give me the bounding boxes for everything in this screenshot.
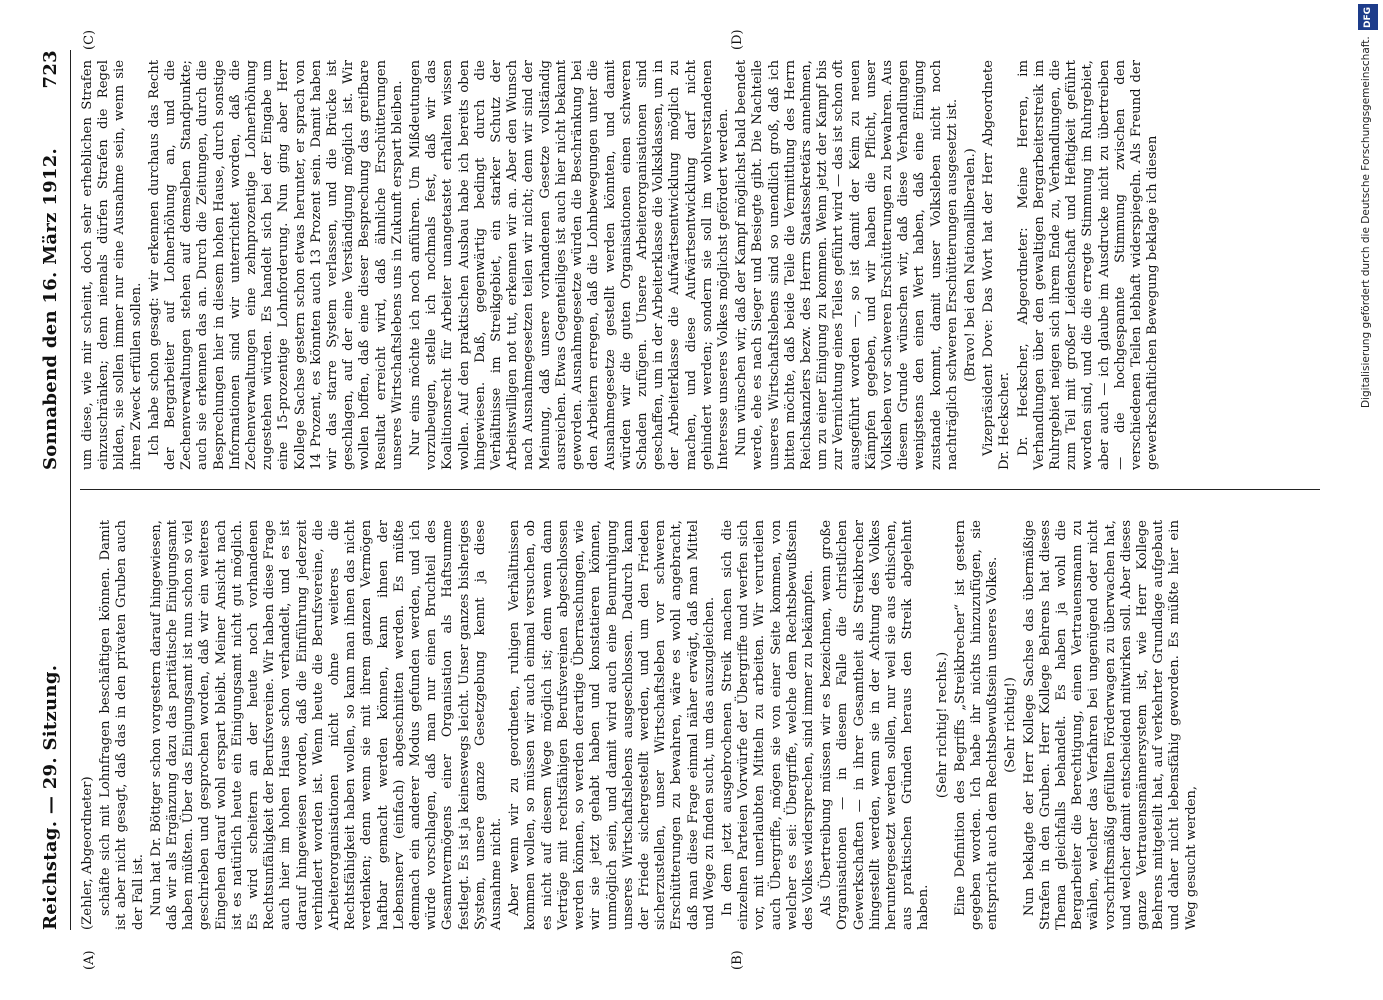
paragraph: (Bravo! bei den Nationalliberalen.) [962,148,978,382]
paragraph: schäfte sich mit Lohnfragen beschäftigen können. Damit ist aber nicht gesagt, daß das in den privaten Gruben auch der Fall ist. [98,520,146,930]
paragraph: (Sehr richtig! rechts.) [934,651,950,799]
page-header [40,50,68,930]
header-session: Reichstag. — 29. Sitzung. [40,664,61,930]
header-date: Sonnabend den 16. März 1912. [40,147,61,470]
paragraph: Als Übertreibung müssen wir es bezeichnen, wenn große Organisationen — in diesem Falle die christlichen Gewerkschaften — in ihrer Gesamtheit als Streikbrecher hingestellt werden, wenn sie in der Achtung des Volkes heruntergesetzt werden sollen, nur weil sie aus ethischen, aus praktischen Gründen heraus den Streik abgelehnt haben. [819,520,932,930]
paragraph: (Sehr richtig!) [1003,677,1019,773]
paragraph: Vizepräsident Dove: Das Wort hat der Herr Abgeordnete Dr. Heckscher. [981,60,1013,470]
paragraph: Nur eins möchte ich noch anführen. Um Mißdeutungen vorzubeugen, stelle ich nochmals fest, daß wir das Koalitionsrecht für Arbeiter unangetastet erhalten wissen wollen. Auf den praktischen Ausbau habe ich bereits oben hingewiesen. Daß, gegenwärtig bedingt durch die Verhältnisse im Streikgebiet, ein starker Schutz der Arbeitswilligen not tut, erkennen wir an. Aber den Wunsch nach Ausnahmegesetzen teilen wir nicht; denn wir sind der Meinung, daß unsere vorhandenen Gesetze vollständig ausreichen. Etwas Gegenteiliges ist auch hier nicht bekannt geworden. Ausnahmegesetze würden die Beschränkung bei den Arbeitern erregen, daß die Lohnbewegungen unter die Ausnahmegesetze gestellt werden könnten, und damit würden wir die guten Organisationen einen schweren Schaden zufügen. Unsere Arbeiterorganisationen sind geschaffen, um in der Arbeiterklasse die Volksklassen, um in der Arbeiterklasse die Aufwärtsentwicklung möglich zu machen, und diese Aufwärtsentwicklung darf nicht gehindert werden; sondern sie soll im wohlverstandenen Interesse unseres Volkes möglichst gefördert werden. [408,60,731,470]
page-content [40,10,1340,970]
paragraph: Aber wenn wir zu geordneten, ruhigen Verhältnissen kommen wollen, so müssen wir auch einmal versuchen, ob es nicht auf diesem Wege möglich ist; denn wenn dann Verträge mit rechtsfähigen Berufsvereinen abgeschlossen werden können, so werden derartige Überraschungen, wie wir sie jetzt gehabt haben und konstatieren können, unmöglich sein, und damit wird auch eine Beunruhigung unseres Wirtschaftslebens ausgeschlossen. Dadurch kann der Friede sichergestellt werden, und um den Frieden sicherzustellen, unser Wirtschaftsleben vor schweren Erschütterungen zu bewahren, wäre es wohl angebracht, daß man diese Frage einmal näher erwägt, daß man Mittel und Wege zu finden sucht, um das auszugleichen. [507,520,717,930]
paragraph: Eine Definition des Begriffs „Streikbrecher“ ist gestern gegeben worden. Ich habe ihr nichts hinzuzufügen, sie entspricht auch dem Rechtsbewußtsein unseres Volkes. [952,520,1001,930]
paragraph: In dem jetzt ausgebrochenen Streik machen sich die einzelnen Parteien Vorwürfe der Übergriffe und werfen sich vor, mit unerlaubten Mitteln zu arbeiten. Wir verurteilen auch Übergriffe, mögen sie von einer Seite kommen, von welcher es sei: Übergriffe, welche dem Rechtsbewußtsein des Volkes widersprechen, sind immer zu bekämpfen. [719,520,816,930]
digitization-credit: Digitalisierung gefördert durch die Deutsche Forschungsgemeinschaft. [1360,36,1372,408]
paragraph: Dr. Heckscher, Abgeordneter: Meine Herren, im Verhandlungen über den gewaltigen Bergarbeiterstreik im Ruhrgebiet neigen sich ihrem Ende zu, Verhandlungen, die zum Teil mit großer Leidenschaft und Heftigkeit geführt worden sind, und die die erregte Stimmung im Ruhrgebiet, aber auch — ich glaube im Ausdrucke nicht zu übertreiben — die hochgespannte Stimmung zwischen den verschiedenen Teilen lebhaft widerspiegeln. Als Freund der gewerkschaftlichen Bewegung beklage ich diesen [1015,60,1161,470]
paragraph: Ich habe schon gesagt: wir erkennen durchaus das Recht der Bergarbeiter auf Lohnerhöhung an, und die Zechenverwaltungen stehen auf demselben Standpunkte; auch sie erkennen das an. Durch die Zeitungen, durch die Besprechungen hier in diesem hohen Hause, durch sonstige Informationen sind wir unterrichtet worden, daß die Zechenverwaltungen eine zehnprozentige Lohnerhöhung zugestehen würden. Es handelt sich bei der Eingabe um eine 15-prozentige Lohnforderung. Nun ging aber Herr Kollege Sachse gestern schon etwas herunter, er sprach von 14 Prozent, es könnten auch 13 Prozent sein. Damit haben wir das starre System verlassen, und die Brücke ist geschlagen, auf der eine Verständigung möglich ist. Wir wollen hoffen, daß eine dieser Besprechung das greifbare Resultat erreicht wird, daß ähnliche Erschütterungen unseres Wirtschaftslebens uns in Zukunft erspart bleiben. [146,60,405,470]
column-divider [80,489,1320,490]
page-number: 723 [40,50,61,89]
digitization-sidebar [1356,0,1380,1000]
left-text-column [80,520,1202,930]
margin-marker-c: (C) [82,29,97,50]
paragraph: um diese, wie mir scheint, doch sehr erheblichen Strafen einzuschränken; denn niemals dürfen Strafen die Regel bilden, sie sollen immer nur eine Ausnahme sein, wenn sie ihren Zweck erfüllen sollen. [80,60,144,470]
right-text-column [80,60,1163,470]
paragraph: Nun hat Dr. Böttger schon vorgestern darauf hingewiesen, daß wir als Ergänzung dazu das paritätische Einigungsamt haben müßten. Über das Einigungsamt ist nun schon so viel geschrieben und gesprochen worden, daß wir ein weiteres Eingehen darauf wohl erspart bleibt. Meiner Ansicht nach ist es natürlich heute ein Einigungsamt nicht gut möglich. Es wird scheitern an der heute noch vorhandenen Rechtsunfähigkeit der Berufsvereine. Wir haben diese Frage auch hier im hohen Hause schon verhandelt, und es ist darauf hingewiesen worden, daß die Einführung jederzeit verhindert worden ist. Wenn heute die Berufsvereine, die Arbeiterorganisationen nicht ohne weiteres die Rechtsfähigkeit haben wollen, so kann man ihnen das nicht verdenken; denn wenn sie mit ihrem ganzen Vermögen haftbar gemacht werden können, kann ihnen der Lebensnerv (einfach) abgeschnitten werden. Es müßte demnach ein anderer Modus gefunden werden, und ich würde vorschlagen, daß man nur einen Bruchteil des Gesamtvermögens einer Organisation als Haftsumme festlegt. Es ist ja keineswegs leicht. Unser ganzes bisheriges System, unsere ganze Gesetzgebung kennt ja diese Ausnahme nicht. [148,520,505,930]
margin-marker-b: (B) [730,950,745,970]
dfg-logo: DFG [1358,4,1378,30]
paragraph: (Zehler, Abgeordneter) [80,776,95,930]
margin-marker-d: (D) [730,29,745,50]
margin-marker-a: (A) [82,950,97,970]
header-rule [70,50,71,930]
paragraph: Nun wünschen wir, daß der Kampf möglichst bald beendet werde, ehe es nach Sieger und Besiegte gibt. Die Nachteile unseres Wirtschaftslebens sind so unendlich groß, daß ich bitten möchte, daß beide Teile die Vermittlung des Herrn Reichskanzlers bezw. des Herrn Staatssekretärs annehmen, um zu einer Einigung zu kommen. Wenn jetzt der Kampf bis zur Vernichtung eines Teiles geführt wird — das ist schon oft ausgeführt worden —, so ist damit der Keim zu neuen Kämpfen gegeben, und wir haben die Pflicht, unser Volksleben vor schweren Erschütterungen zu bewahren. Aus diesem Grunde wünschen wir, daß diese Verhandlungen wenigstens den einen Wert haben, daß eine Einigung zustande kommt, damit unser Volksleben nicht noch nachträglich schweren Erschütterungen ausgesetzt ist. [734,60,960,470]
paragraph: Nun beklagte der Herr Kollege Sachse das übermäßige Strafen in den Gruben. Herr Kollege Behrens hat dieses Thema gleichfalls behandelt. Es haben ja wohl die Bergarbeiter die Berechtigung, einen Vertrauensmann zu wählen, welcher das Verfahren bei ungenügend oder nicht vorschriftsmäßig gefüllten Förderwagen zu überwachen hat, und welcher damit entscheidend mitwirken soll. Aber dieses ganze Vertrauensmännersystem ist, wie Herr Kollege Behrens mitgeteilt hat, auf verkehrter Grundlage aufgebaut und daher nicht lebensfähig geworden. Es müßte hier ein Weg gesucht werden, [1021,520,1199,930]
